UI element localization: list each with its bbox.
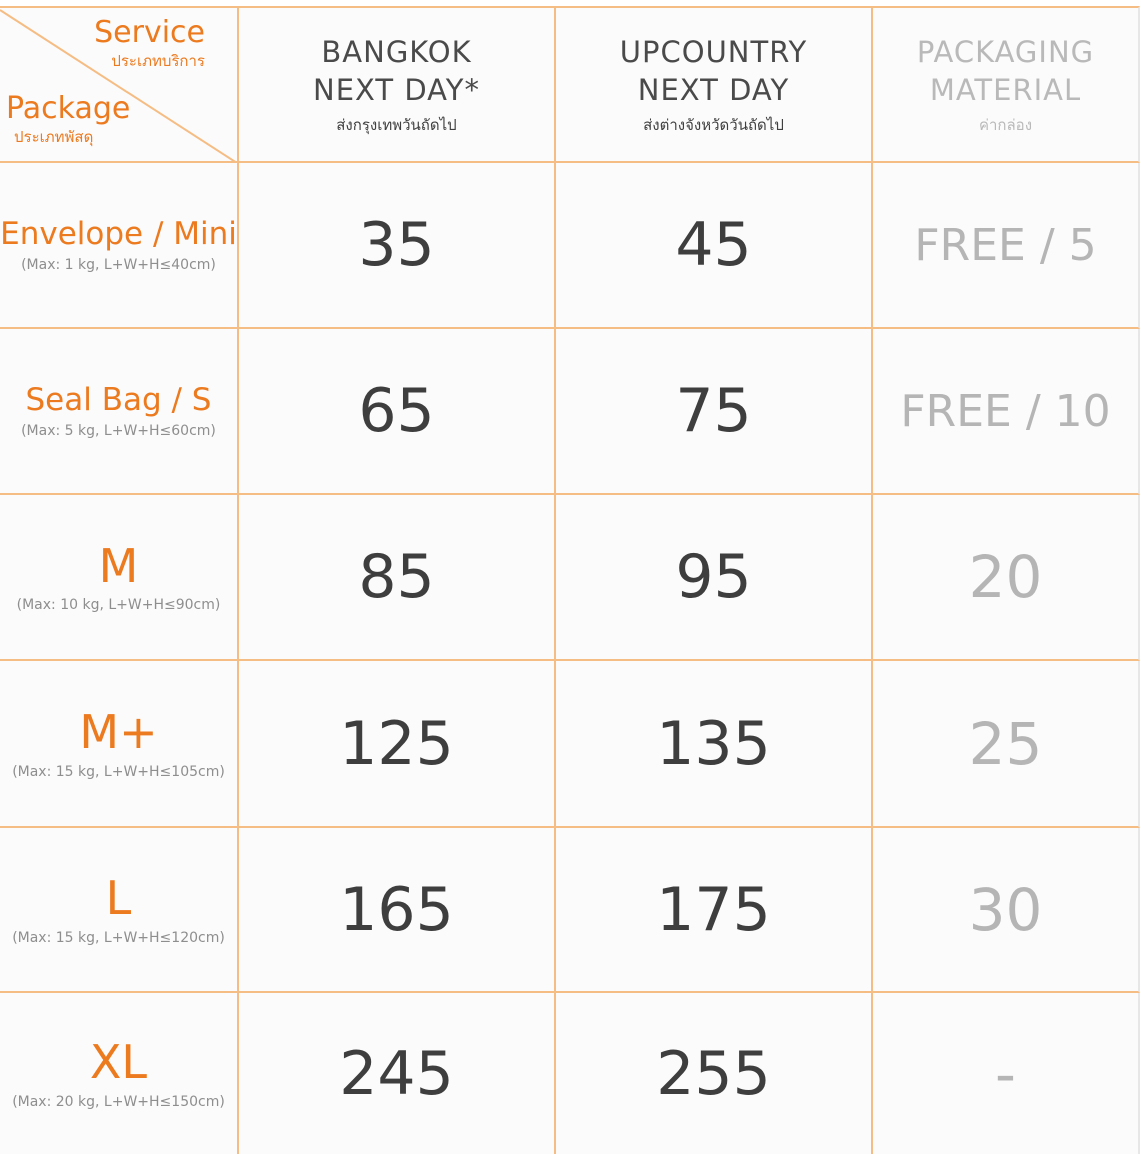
packaging-value: 20 [968, 543, 1043, 611]
package-name: Seal Bag / S [25, 381, 212, 418]
price-value: 125 [339, 708, 454, 779]
package-cell [0, 661, 239, 828]
price-value: 175 [656, 874, 771, 945]
package-label: Package [6, 91, 131, 126]
column-title: BANGKOK NEXT DAY* [313, 34, 480, 107]
package-name: XL [89, 1035, 148, 1090]
price-cell-bangkok [239, 661, 556, 828]
column-subtitle-thai: ส่งกรุงเทพวันถัดไป [336, 115, 457, 134]
column-subtitle-thai: ส่งต่างจังหวัดวันถัดไป [643, 115, 784, 134]
column-header-packaging [873, 6, 1140, 163]
price-cell-bangkok [239, 163, 556, 329]
package-spec: (Max: 15 kg, L+W+H≤120cm) [12, 929, 225, 946]
price-cell-upcountry [556, 993, 873, 1154]
package-cell [0, 495, 239, 661]
price-value: 45 [675, 210, 752, 280]
price-cell-bangkok [239, 828, 556, 993]
price-value: 85 [358, 542, 435, 612]
package-spec: (Max: 15 kg, L+W+H≤105cm) [12, 763, 225, 780]
price-value: 135 [656, 708, 771, 779]
price-value: 255 [656, 1038, 771, 1109]
package-label-thai: ประเภทพัสดุ [14, 128, 94, 146]
packaging-cell [873, 828, 1140, 993]
price-value: 245 [339, 1038, 454, 1109]
packaging-value: 30 [968, 875, 1043, 944]
price-cell-upcountry [556, 163, 873, 329]
column-header-upcountry [556, 6, 873, 163]
price-cell-bangkok [239, 329, 556, 495]
price-cell-bangkok [239, 495, 556, 661]
column-title: UPCOUNTRY NEXT DAY [619, 34, 808, 107]
column-header-bangkok [239, 6, 556, 163]
package-cell [0, 329, 239, 495]
package-spec: (Max: 5 kg, L+W+H≤60cm) [21, 423, 216, 440]
packaging-value: FREE / 5 [914, 219, 1097, 271]
package-name: M [98, 538, 139, 593]
package-name: M+ [79, 705, 158, 760]
packaging-cell [873, 163, 1140, 329]
package-cell [0, 163, 239, 329]
packaging-value: - [995, 1039, 1016, 1108]
package-cell [0, 828, 239, 993]
packaging-value: FREE / 10 [900, 385, 1111, 437]
package-spec: (Max: 20 kg, L+W+H≤150cm) [12, 1093, 225, 1110]
package-spec: (Max: 10 kg, L+W+H≤90cm) [16, 597, 221, 614]
column-title: PACKAGING MATERIAL [916, 34, 1095, 107]
packaging-cell [873, 993, 1140, 1154]
price-value: 95 [675, 542, 752, 612]
package-cell [0, 993, 239, 1154]
price-value: 65 [358, 376, 435, 446]
price-cell-upcountry [556, 329, 873, 495]
packaging-cell [873, 495, 1140, 661]
package-spec: (Max: 1 kg, L+W+H≤40cm) [21, 257, 216, 274]
price-cell-upcountry [556, 828, 873, 993]
service-label: Service [94, 15, 205, 50]
package-name: Envelope / Mini [0, 215, 237, 252]
service-label-thai: ประเภทบริการ [111, 52, 205, 70]
price-cell-bangkok [239, 993, 556, 1154]
packaging-value: 25 [968, 709, 1043, 778]
table-corner-header [0, 6, 239, 163]
column-subtitle-thai: ค่ากล่อง [978, 115, 1033, 134]
packaging-cell [873, 329, 1140, 495]
price-value: 165 [339, 874, 454, 945]
price-value: 35 [358, 210, 435, 280]
price-cell-upcountry [556, 661, 873, 828]
rate-table [0, 6, 1140, 1154]
price-cell-upcountry [556, 495, 873, 661]
packaging-cell [873, 661, 1140, 828]
package-name: L [105, 871, 132, 926]
price-value: 75 [675, 376, 752, 446]
